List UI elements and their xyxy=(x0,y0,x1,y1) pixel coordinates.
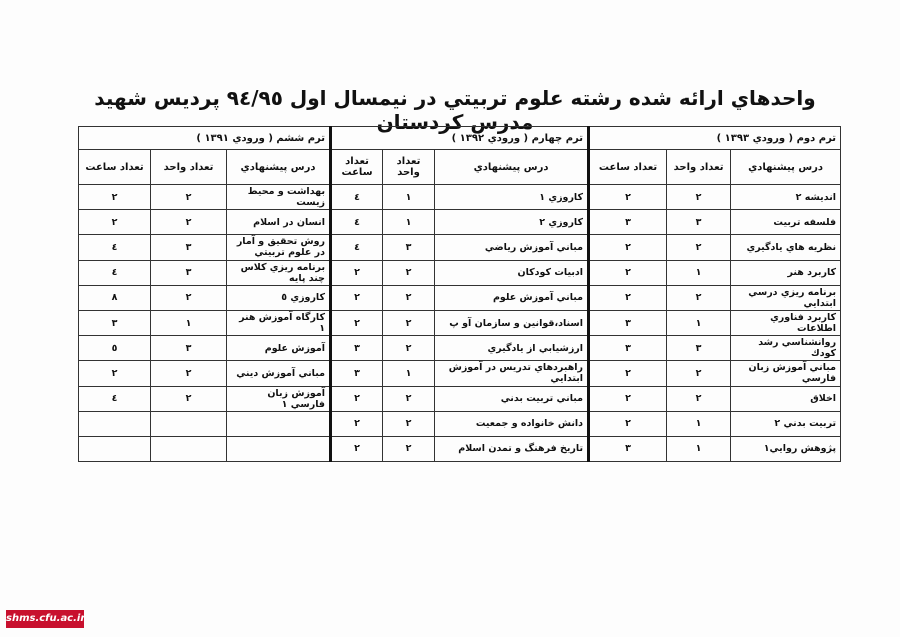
units-cell: ٣ xyxy=(667,210,731,235)
course-cell: روانشناسي رشد كودك xyxy=(731,336,841,361)
hours-cell: ٤ xyxy=(79,386,151,411)
course-cell: مباني تربيت بدني xyxy=(435,386,589,411)
units-cell: ٣ xyxy=(151,260,227,285)
units-cell: ٣ xyxy=(151,336,227,361)
hours-cell: ٢ xyxy=(331,260,383,285)
units-cell: ١ xyxy=(151,310,227,335)
units-cell: ٢ xyxy=(383,285,435,310)
course-cell: برنامه ريزي درسي ابتدايي xyxy=(731,285,841,310)
course-cell: انديشه ٢ xyxy=(731,185,841,210)
hours-cell: ٤ xyxy=(331,210,383,235)
units-cell: ١ xyxy=(667,310,731,335)
units-cell: ١ xyxy=(667,411,731,436)
units-cell: ٢ xyxy=(667,285,731,310)
units-cell: ١ xyxy=(383,361,435,386)
units-cell: ١ xyxy=(383,185,435,210)
table-row xyxy=(79,260,841,285)
course-cell: انسان در اسلام xyxy=(227,210,331,235)
hours-cell: ٢ xyxy=(589,185,667,210)
course-cell: كارگاه آموزش هنر ١ xyxy=(227,310,331,335)
units-cell: ٢ xyxy=(151,285,227,310)
term-6-header: ترم ششم ( ورودي ١٣٩١ ) xyxy=(79,127,331,150)
table-row xyxy=(79,185,841,210)
units-cell: ٣ xyxy=(667,336,731,361)
page-title: واحدهاي ارائه شده رشته علوم تربيتي در نيمسال اول ٩٤/٩٥ پرديس شهيد مدرس كردستان xyxy=(94,86,816,134)
units-cell: ١ xyxy=(383,210,435,235)
units-cell: ٢ xyxy=(383,436,435,461)
course-cell: بهداشت و محيط زيست xyxy=(227,185,331,210)
hours-cell: ٣ xyxy=(331,336,383,361)
course-cell: كاروزي ٥ xyxy=(227,285,331,310)
course-cell: كاربرد هنر xyxy=(731,260,841,285)
hours-cell: ٣ xyxy=(589,436,667,461)
hours-cell: ٤ xyxy=(79,260,151,285)
term-4-header: ترم چهارم ( ورودي ١٣٩٢ ) xyxy=(331,127,589,150)
course-cell: كاربرد فناوري اطلاعات xyxy=(731,310,841,335)
course-cell: اخلاق xyxy=(731,386,841,411)
course-cell: مباني آموزش زبان فارسي xyxy=(731,361,841,386)
hours-header: تعداد ساعت xyxy=(589,150,667,185)
course-cell: مباني آموزش رياضي xyxy=(435,235,589,260)
course-cell xyxy=(227,411,331,436)
course-cell: راهبردهاي تدريس در آموزش ابتدايي xyxy=(435,361,589,386)
units-cell xyxy=(151,411,227,436)
course-header: درس پيشنهادي xyxy=(731,150,841,185)
hours-cell: ٢ xyxy=(589,285,667,310)
table-row xyxy=(79,310,841,335)
table-row xyxy=(79,210,841,235)
hours-cell: ٤ xyxy=(331,185,383,210)
units-cell: ٢ xyxy=(667,185,731,210)
hours-cell xyxy=(79,436,151,461)
units-cell: ٢ xyxy=(383,336,435,361)
hours-cell: ٨ xyxy=(79,285,151,310)
units-cell: ٢ xyxy=(151,210,227,235)
hours-header: تعداد ساعت xyxy=(331,150,383,185)
units-cell: ٣ xyxy=(151,235,227,260)
course-cell: مباني آموزش علوم xyxy=(435,285,589,310)
table-row xyxy=(79,235,841,260)
hours-cell: ٣ xyxy=(331,361,383,386)
course-cell: تاريخ فرهنگ و تمدن اسلام xyxy=(435,436,589,461)
course-cell: اسناد،قوانين و سازمان آو پ xyxy=(435,310,589,335)
course-cell: پژوهش روايي١ xyxy=(731,436,841,461)
hours-cell xyxy=(79,411,151,436)
hours-cell: ٢ xyxy=(589,411,667,436)
hours-cell: ٣ xyxy=(589,210,667,235)
units-cell: ٢ xyxy=(667,361,731,386)
units-cell: ٢ xyxy=(151,185,227,210)
course-cell: برنامه ريزي كلاس چند پايه xyxy=(227,260,331,285)
course-cell: مباني آموزش ديني xyxy=(227,361,331,386)
course-table xyxy=(78,126,841,462)
course-cell: كاروزي ١ xyxy=(435,185,589,210)
course-cell: فلسفه تربيت xyxy=(731,210,841,235)
course-cell: ارزشيابي از يادگيري xyxy=(435,336,589,361)
hours-cell: ٢ xyxy=(589,235,667,260)
hours-cell: ٢ xyxy=(331,285,383,310)
units-cell: ٢ xyxy=(383,411,435,436)
units-header: تعداد واحد xyxy=(151,150,227,185)
hours-cell: ٣ xyxy=(79,310,151,335)
table-row xyxy=(79,336,841,361)
hours-header: تعداد ساعت xyxy=(79,150,151,185)
hours-cell: ٢ xyxy=(331,411,383,436)
hours-cell: ٢ xyxy=(589,260,667,285)
course-cell: دانش خانواده و جمعيت xyxy=(435,411,589,436)
hours-cell: ٥ xyxy=(79,336,151,361)
course-header: درس پيشنهادي xyxy=(435,150,589,185)
units-cell: ١ xyxy=(667,260,731,285)
hours-cell: ٤ xyxy=(79,235,151,260)
hours-cell: ٢ xyxy=(589,386,667,411)
course-header: درس پيشنهادي xyxy=(227,150,331,185)
units-cell: ٢ xyxy=(383,260,435,285)
course-cell: آموزش زبان فارسي ١ xyxy=(227,386,331,411)
table-row xyxy=(79,436,841,461)
table-row xyxy=(79,361,841,386)
course-cell: كاروزي ٢ xyxy=(435,210,589,235)
course-cell: آموزش علوم xyxy=(227,336,331,361)
units-cell: ٢ xyxy=(151,361,227,386)
site-logo: shms.cfu.ac.ir xyxy=(6,610,84,628)
units-cell: ١ xyxy=(667,436,731,461)
hours-cell: ٢ xyxy=(79,185,151,210)
hours-cell: ٢ xyxy=(331,436,383,461)
table-row xyxy=(79,411,841,436)
table-row xyxy=(79,285,841,310)
hours-cell: ٣ xyxy=(589,336,667,361)
hours-cell: ٤ xyxy=(331,235,383,260)
hours-cell: ٣ xyxy=(589,310,667,335)
hours-cell: ٢ xyxy=(79,361,151,386)
units-cell xyxy=(151,436,227,461)
units-cell: ٣ xyxy=(383,235,435,260)
units-cell: ٢ xyxy=(667,235,731,260)
course-cell xyxy=(227,436,331,461)
units-header: تعداد واحد xyxy=(667,150,731,185)
units-cell: ٢ xyxy=(151,386,227,411)
hours-cell: ٢ xyxy=(331,386,383,411)
course-cell: تربيت بدني ٢ xyxy=(731,411,841,436)
course-cell: ادبيات كودكان xyxy=(435,260,589,285)
course-cell: نظريه هاي يادگيري xyxy=(731,235,841,260)
hours-cell: ٢ xyxy=(331,310,383,335)
hours-cell: ٢ xyxy=(79,210,151,235)
table-row xyxy=(79,386,841,411)
units-cell: ٢ xyxy=(383,386,435,411)
hours-cell: ٢ xyxy=(589,361,667,386)
units-cell: ٢ xyxy=(667,386,731,411)
units-header: تعداد واحد xyxy=(383,150,435,185)
term-2-header: ترم دوم ( ورودي ١٣٩٣ ) xyxy=(589,127,841,150)
course-cell: روش تحقيق و آمار در علوم تربيتي xyxy=(227,235,331,260)
units-cell: ٢ xyxy=(383,310,435,335)
